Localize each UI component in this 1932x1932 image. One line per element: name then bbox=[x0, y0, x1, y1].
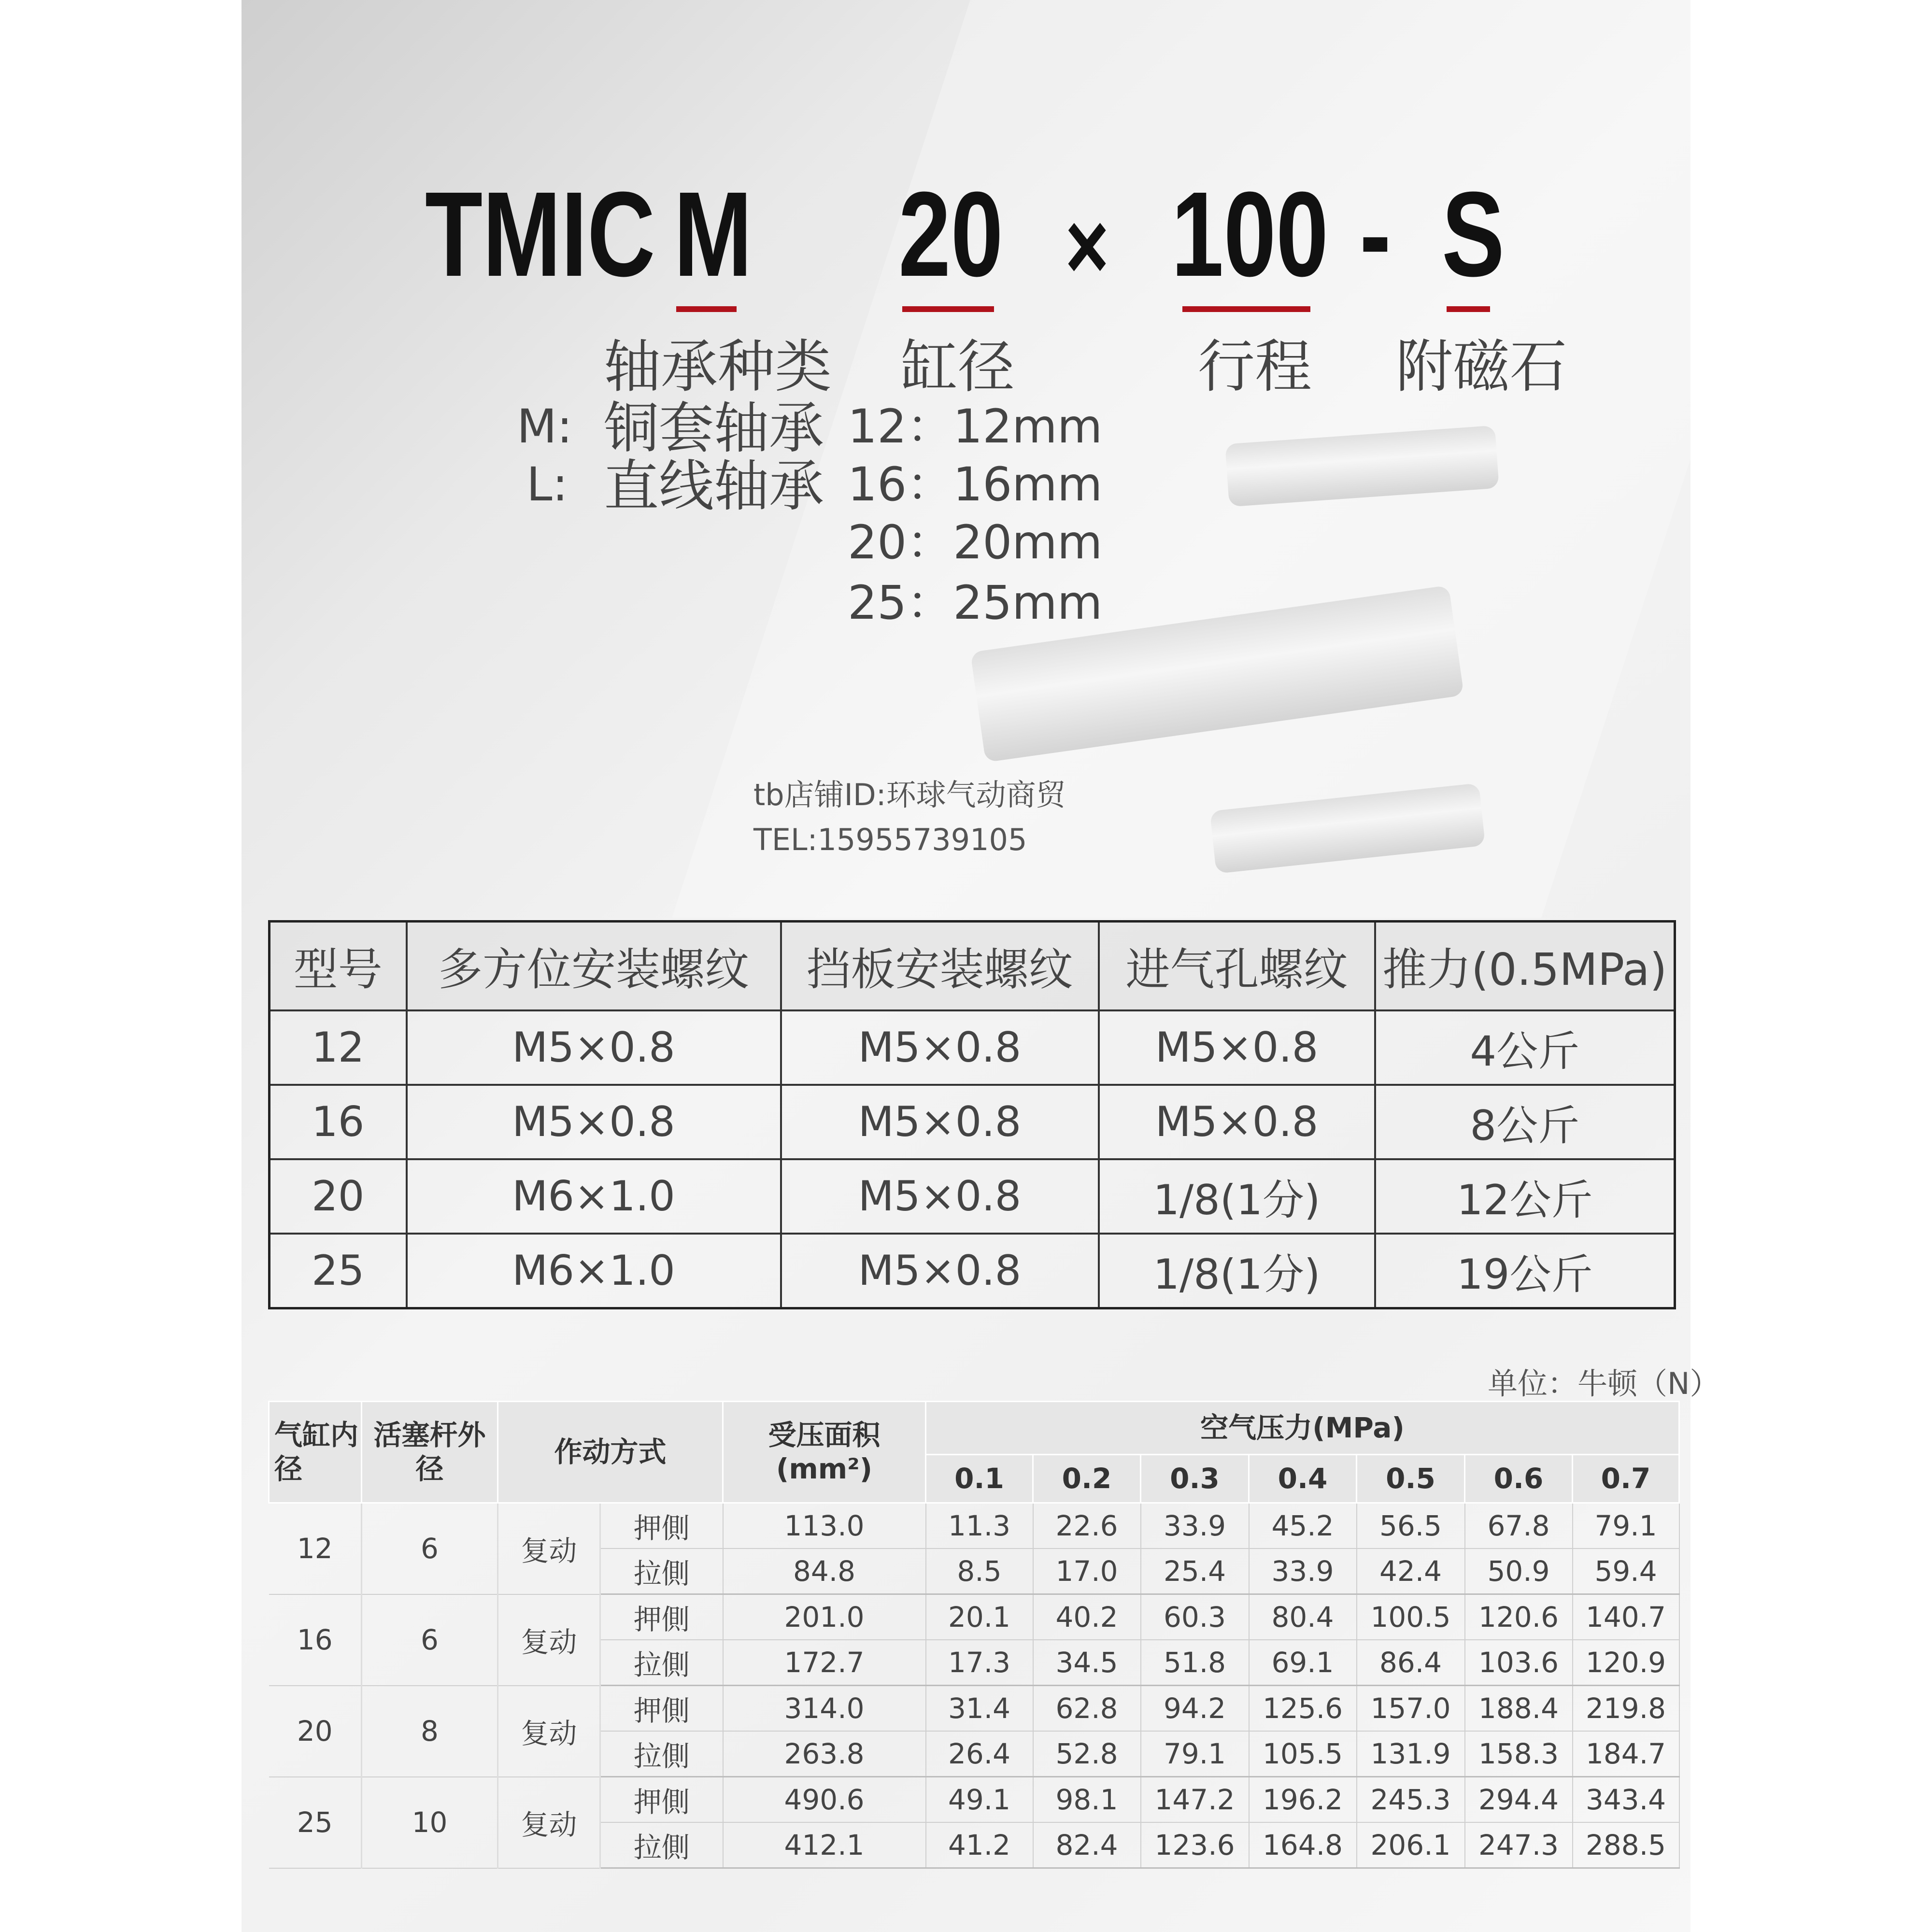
label-bore: 缸径 bbox=[901, 333, 1015, 400]
bore-cell: 16 bbox=[269, 1594, 362, 1686]
force-cell: 60.3 bbox=[1141, 1594, 1249, 1640]
rod-cell: 10 bbox=[362, 1777, 498, 1868]
spec-cell: M5×0.8 bbox=[781, 1234, 1099, 1308]
force-cell: 100.5 bbox=[1357, 1594, 1465, 1640]
spec-cell: 19公斤 bbox=[1375, 1234, 1675, 1308]
side-cell: 押側 bbox=[600, 1777, 723, 1823]
underline-stroke bbox=[1182, 306, 1310, 312]
rod-cell: 8 bbox=[362, 1686, 498, 1777]
force-cell: 17.3 bbox=[926, 1640, 1033, 1686]
rod-cell: 6 bbox=[362, 1503, 498, 1594]
force-cell: 22.6 bbox=[1033, 1503, 1141, 1549]
force-cell: 11.3 bbox=[926, 1503, 1033, 1549]
force-cell: 140.7 bbox=[1573, 1594, 1679, 1640]
force-cell: 120.9 bbox=[1573, 1640, 1679, 1686]
spec-table bbox=[268, 920, 1676, 1309]
bore-cell: 25 bbox=[269, 1777, 362, 1868]
spec-cell: M5×0.8 bbox=[781, 1010, 1099, 1085]
area-cell: 113.0 bbox=[723, 1503, 926, 1549]
force-cell: 69.1 bbox=[1249, 1640, 1357, 1686]
force-unit-label: 单位：牛顿（N） bbox=[1488, 1366, 1720, 1401]
spec-cell: 8公斤 bbox=[1375, 1085, 1675, 1159]
force-cell: 41.2 bbox=[926, 1822, 1033, 1868]
spec-cell: M5×0.8 bbox=[407, 1085, 781, 1159]
spec-cell: 25 bbox=[270, 1234, 407, 1308]
spec-cell: M5×0.8 bbox=[407, 1010, 781, 1085]
spec-header-cell: 挡板安装螺纹 bbox=[781, 922, 1099, 1011]
force-cell: 94.2 bbox=[1141, 1686, 1249, 1732]
pressure-cell: 0.2 bbox=[1033, 1455, 1141, 1503]
side-cell: 押側 bbox=[600, 1503, 723, 1549]
spec-cell: M5×0.8 bbox=[1099, 1010, 1375, 1085]
pressure-cell: 0.6 bbox=[1465, 1455, 1573, 1503]
side-cell: 拉側 bbox=[600, 1640, 723, 1686]
force-cell: 105.5 bbox=[1249, 1731, 1357, 1777]
area-cell: 201.0 bbox=[723, 1594, 926, 1640]
spec-header-cell: 型号 bbox=[270, 922, 407, 1011]
underline-bore bbox=[902, 306, 994, 312]
rod-cell: 6 bbox=[362, 1594, 498, 1686]
table-row bbox=[269, 1503, 1679, 1549]
bore-cell: 12 bbox=[269, 1503, 362, 1594]
table-row bbox=[269, 1777, 1679, 1823]
force-cell: 343.4 bbox=[1573, 1777, 1679, 1823]
force-cell: 79.1 bbox=[1141, 1731, 1249, 1777]
header-rod: 活塞杆外径 bbox=[362, 1402, 498, 1503]
label-bearing-type: 轴承种类 bbox=[604, 333, 832, 400]
underline-bearing bbox=[676, 306, 737, 312]
spec-cell: M5×0.8 bbox=[781, 1085, 1099, 1159]
force-cell: 188.4 bbox=[1465, 1686, 1573, 1732]
code-suffix: S bbox=[1442, 167, 1505, 301]
force-cell: 79.1 bbox=[1573, 1503, 1679, 1549]
bearing-option-key: L: bbox=[526, 457, 568, 511]
force-cell: 59.4 bbox=[1573, 1548, 1679, 1594]
area-cell: 490.6 bbox=[723, 1777, 926, 1823]
pressure-cell: 0.3 bbox=[1141, 1455, 1249, 1503]
label-stroke: 行程 bbox=[1198, 333, 1312, 400]
spec-cell: 1/8(1分) bbox=[1099, 1234, 1375, 1308]
force-cell: 42.4 bbox=[1357, 1548, 1465, 1594]
spec-cell: M5×0.8 bbox=[1099, 1085, 1375, 1159]
action-cell: 复动 bbox=[498, 1777, 600, 1868]
spec-cell: 20 bbox=[270, 1159, 407, 1234]
bore-option: 16：16mm bbox=[848, 457, 1103, 511]
force-cell: 158.3 bbox=[1465, 1731, 1573, 1777]
force-cell: 131.9 bbox=[1357, 1731, 1465, 1777]
force-table bbox=[268, 1401, 1680, 1869]
force-cell: 33.9 bbox=[1249, 1548, 1357, 1594]
header-bore: 气缸内径 bbox=[269, 1402, 362, 1503]
pressure-cell: 0.5 bbox=[1357, 1455, 1465, 1503]
underline-suffix bbox=[1447, 306, 1490, 312]
spec-cell: M6×1.0 bbox=[407, 1234, 781, 1308]
force-cell: 184.7 bbox=[1573, 1731, 1679, 1777]
code-dash: - bbox=[1360, 167, 1391, 301]
table-row bbox=[270, 1159, 1675, 1234]
spec-header-cell: 推力(0.5MPa) bbox=[1375, 922, 1675, 1011]
force-header-row bbox=[269, 1402, 1679, 1455]
force-cell: 8.5 bbox=[926, 1548, 1033, 1594]
side-cell: 押側 bbox=[600, 1594, 723, 1640]
table-row bbox=[269, 1594, 1679, 1640]
action-cell: 复动 bbox=[498, 1686, 600, 1777]
spec-cell: M6×1.0 bbox=[407, 1159, 781, 1234]
spec-cell: M5×0.8 bbox=[781, 1159, 1099, 1234]
force-cell: 103.6 bbox=[1465, 1640, 1573, 1686]
force-cell: 40.2 bbox=[1033, 1594, 1141, 1640]
bore-option: 20：20mm bbox=[848, 515, 1103, 569]
force-cell: 206.1 bbox=[1357, 1822, 1465, 1868]
force-cell: 164.8 bbox=[1249, 1822, 1357, 1868]
side-cell: 拉側 bbox=[600, 1822, 723, 1868]
area-cell: 314.0 bbox=[723, 1686, 926, 1732]
force-cell: 245.3 bbox=[1357, 1777, 1465, 1823]
force-cell: 67.8 bbox=[1465, 1503, 1573, 1549]
force-cell: 50.9 bbox=[1465, 1548, 1573, 1594]
watermark-tel: TEL:15955739105 bbox=[753, 822, 1027, 857]
force-cell: 294.4 bbox=[1465, 1777, 1573, 1823]
area-cell: 172.7 bbox=[723, 1640, 926, 1686]
force-cell: 20.1 bbox=[926, 1594, 1033, 1640]
table-row bbox=[270, 1085, 1675, 1159]
bearing-option-value: 直线轴承 bbox=[604, 454, 824, 518]
force-cell: 51.8 bbox=[1141, 1640, 1249, 1686]
header-pressure: 空气压力(MPa) bbox=[926, 1402, 1679, 1455]
area-cell: 263.8 bbox=[723, 1731, 926, 1777]
force-cell: 86.4 bbox=[1357, 1640, 1465, 1686]
force-cell: 196.2 bbox=[1249, 1777, 1357, 1823]
code-prefix: TMIC bbox=[425, 167, 655, 301]
table-row bbox=[269, 1686, 1679, 1732]
spec-cell: 16 bbox=[270, 1085, 407, 1159]
force-cell: 147.2 bbox=[1141, 1777, 1249, 1823]
side-cell: 拉側 bbox=[600, 1731, 723, 1777]
force-cell: 157.0 bbox=[1357, 1686, 1465, 1732]
watermark-shop: tb店铺ID:环球气动商贸 bbox=[753, 777, 1066, 812]
spec-cell: 1/8(1分) bbox=[1099, 1159, 1375, 1234]
code-stroke: 100 bbox=[1171, 167, 1329, 301]
action-cell: 复动 bbox=[498, 1503, 600, 1594]
area-cell: 412.1 bbox=[723, 1822, 926, 1868]
force-cell: 34.5 bbox=[1033, 1640, 1141, 1686]
force-cell: 98.1 bbox=[1033, 1777, 1141, 1823]
force-cell: 52.8 bbox=[1033, 1731, 1141, 1777]
bore-cell: 20 bbox=[269, 1686, 362, 1777]
force-cell: 56.5 bbox=[1357, 1503, 1465, 1549]
spec-cell: 12 bbox=[270, 1010, 407, 1085]
action-cell: 复动 bbox=[498, 1594, 600, 1686]
code-times: × bbox=[1065, 192, 1109, 300]
force-cell: 288.5 bbox=[1573, 1822, 1679, 1868]
force-cell: 17.0 bbox=[1033, 1548, 1141, 1594]
force-cell: 62.8 bbox=[1033, 1686, 1141, 1732]
bearing-option-value: 铜套轴承 bbox=[604, 396, 824, 460]
pressure-cell: 0.7 bbox=[1573, 1455, 1679, 1503]
spec-cell: 4公斤 bbox=[1375, 1010, 1675, 1085]
table-row bbox=[270, 1010, 1675, 1085]
pressure-cell: 0.1 bbox=[926, 1455, 1033, 1503]
force-cell: 25.4 bbox=[1141, 1548, 1249, 1594]
force-cell: 219.8 bbox=[1573, 1686, 1679, 1732]
spec-header-cell: 进气孔螺纹 bbox=[1099, 922, 1375, 1011]
spec-cell: 12公斤 bbox=[1375, 1159, 1675, 1234]
force-cell: 247.3 bbox=[1465, 1822, 1573, 1868]
code-bore: 20 bbox=[898, 167, 1003, 301]
pressure-cell: 0.4 bbox=[1249, 1455, 1357, 1503]
header-area: 受压面积(mm²) bbox=[723, 1402, 926, 1503]
spec-header-cell: 多方位安装螺纹 bbox=[407, 922, 781, 1011]
force-cell: 123.6 bbox=[1141, 1822, 1249, 1868]
spec-header-row bbox=[270, 922, 1675, 1011]
table-row bbox=[270, 1234, 1675, 1308]
force-cell: 31.4 bbox=[926, 1686, 1033, 1732]
force-cell: 125.6 bbox=[1249, 1686, 1357, 1732]
bore-option: 25：25mm bbox=[848, 576, 1103, 630]
force-cell: 49.1 bbox=[926, 1777, 1033, 1823]
area-cell: 84.8 bbox=[723, 1548, 926, 1594]
code-bearing: M bbox=[674, 167, 753, 301]
bearing-option-key: M: bbox=[517, 399, 573, 454]
force-cell: 45.2 bbox=[1249, 1503, 1357, 1549]
force-cell: 120.6 bbox=[1465, 1594, 1573, 1640]
header-action: 作动方式 bbox=[498, 1402, 723, 1503]
force-cell: 82.4 bbox=[1033, 1822, 1141, 1868]
force-cell: 26.4 bbox=[926, 1731, 1033, 1777]
force-cell: 80.4 bbox=[1249, 1594, 1357, 1640]
force-cell: 33.9 bbox=[1141, 1503, 1249, 1549]
label-magnet: 附磁石 bbox=[1396, 333, 1567, 400]
side-cell: 押側 bbox=[600, 1686, 723, 1732]
bore-option: 12：12mm bbox=[848, 399, 1103, 454]
side-cell: 拉側 bbox=[600, 1548, 723, 1594]
